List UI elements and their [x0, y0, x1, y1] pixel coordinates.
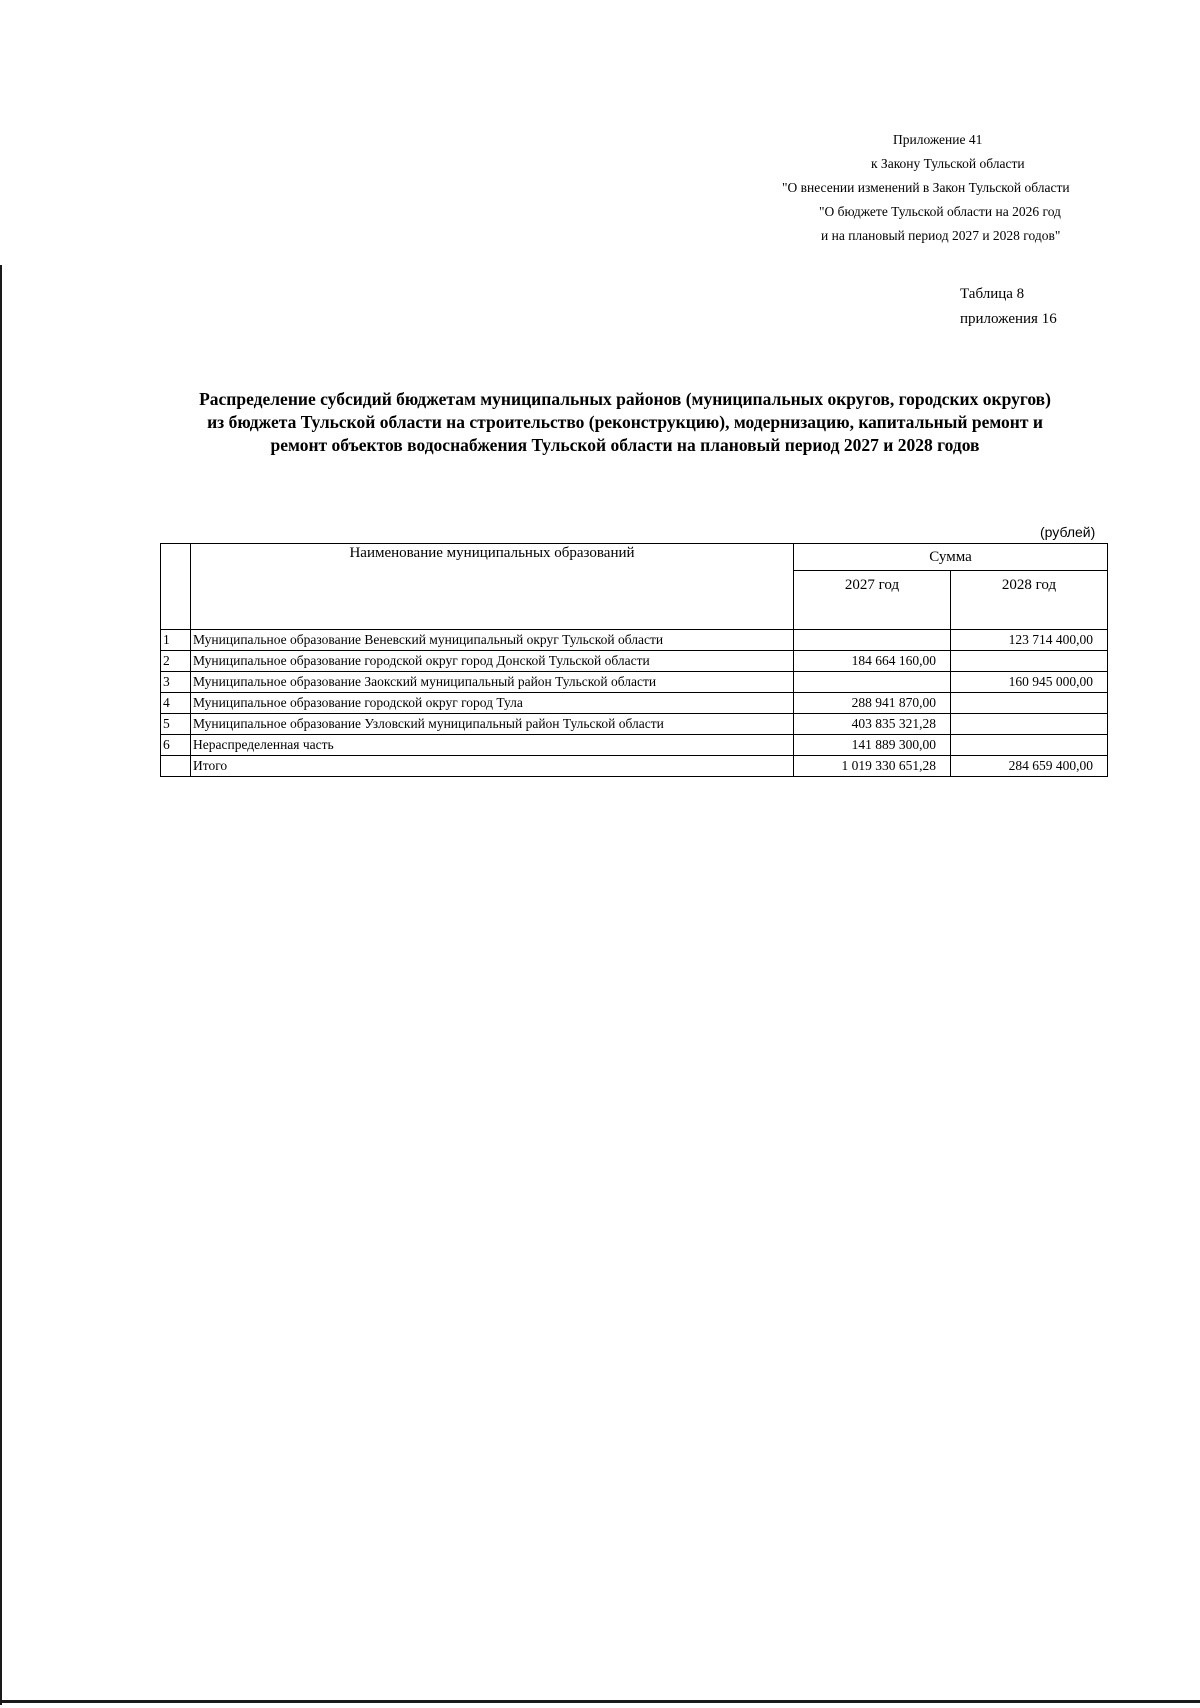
- row-num-cell: 5: [161, 714, 191, 735]
- row-2028-cell: [951, 714, 1108, 735]
- row-name-cell: Муниципальное образование Узловский муниципальный район Тульской области: [191, 714, 794, 735]
- row-2028-cell: 123 714 400,00: [951, 630, 1108, 651]
- table-row: [161, 735, 1108, 756]
- row-num-cell: 1: [161, 630, 191, 651]
- row-name-cell: Муниципальное образование Заокский муниципальный район Тульской области: [191, 672, 794, 693]
- header-sum-cell: Сумма: [794, 544, 1108, 571]
- row-2027-cell: 288 941 870,00: [794, 693, 951, 714]
- document-title: [140, 388, 1110, 457]
- table-row: [161, 693, 1108, 714]
- table-row: [161, 714, 1108, 735]
- row-name-cell: Муниципальное образование городской округ город Донской Тульской области: [191, 651, 794, 672]
- row-2027-cell: [794, 672, 951, 693]
- table-row: [161, 651, 1108, 672]
- table-total-row: [161, 756, 1108, 777]
- title-line: Распределение субсидий бюджетам муниципальных районов (муниципальных округов, городских округов): [199, 389, 1051, 409]
- appendix-header: [770, 128, 1110, 248]
- row-name-cell: Муниципальное образование городской округ город Тула: [191, 693, 794, 714]
- scan-bottom-edge: [0, 1700, 1200, 1703]
- row-2027-cell: [794, 630, 951, 651]
- row-2028-cell: [951, 735, 1108, 756]
- appendix-line: Приложение 41: [893, 132, 983, 147]
- row-num-cell: 3: [161, 672, 191, 693]
- table-ref-line: Таблица 8: [960, 286, 1025, 302]
- row-num-cell: 4: [161, 693, 191, 714]
- title-line: ремонт объектов водоснабжения Тульской области на плановый период 2027 и 2028 годов: [270, 435, 980, 455]
- units-label: (рублей): [1040, 524, 1096, 540]
- subsidy-table: [160, 543, 1108, 777]
- row-2028-cell: [951, 693, 1108, 714]
- appendix-line: и на плановый период 2027 и 2028 годов": [821, 228, 1061, 243]
- row-2027-cell: 141 889 300,00: [794, 735, 951, 756]
- total-name-cell: Итого: [191, 756, 794, 777]
- appendix-line: "О бюджете Тульской области на 2026 год: [819, 204, 1061, 219]
- title-line: из бюджета Тульской области на строительство (реконструкцию), модернизацию, капитальный ремонт и: [207, 412, 1043, 432]
- row-name-cell: Муниципальное образование Веневский муниципальный округ Тульской области: [191, 630, 794, 651]
- table-row: [161, 630, 1108, 651]
- header-2027-cell: 2027 год: [794, 571, 951, 630]
- total-2027-cell: 1 019 330 651,28: [794, 756, 951, 777]
- row-num-cell: 6: [161, 735, 191, 756]
- appendix-line: "О внесении изменений в Закон Тульской области: [782, 180, 1070, 195]
- table-ref-line: приложения 16: [960, 311, 1057, 327]
- total-2028-cell: 284 659 400,00: [951, 756, 1108, 777]
- table-reference: [960, 282, 1057, 332]
- row-2027-cell: 184 664 160,00: [794, 651, 951, 672]
- row-name-cell: Нераспределенная часть: [191, 735, 794, 756]
- row-2027-cell: 403 835 321,28: [794, 714, 951, 735]
- row-2028-cell: [951, 651, 1108, 672]
- scan-left-edge: [0, 265, 2, 1705]
- header-num-cell: [161, 544, 191, 630]
- appendix-line: к Закону Тульской области: [871, 156, 1025, 171]
- row-num-cell: 2: [161, 651, 191, 672]
- table-row: [161, 672, 1108, 693]
- row-2028-cell: 160 945 000,00: [951, 672, 1108, 693]
- header-name-cell: Наименование муниципальных образований: [191, 544, 794, 630]
- total-num-cell: [161, 756, 191, 777]
- table-header-row: [161, 544, 1108, 571]
- header-2028-cell: 2028 год: [951, 571, 1108, 630]
